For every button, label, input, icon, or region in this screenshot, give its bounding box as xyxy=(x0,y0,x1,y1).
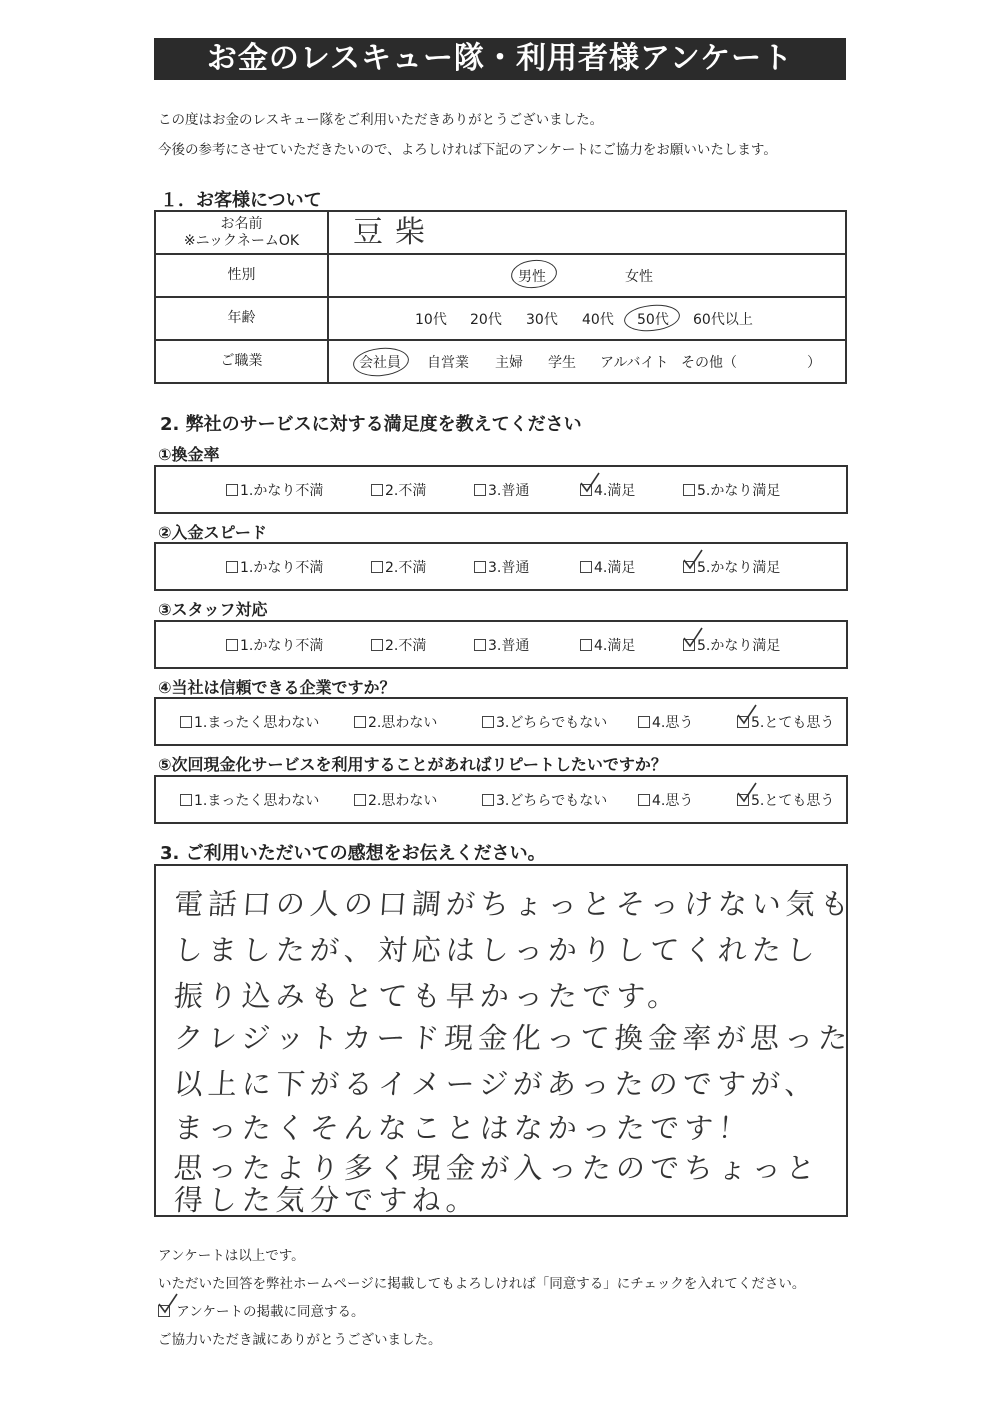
rating-option[interactable] xyxy=(474,557,529,577)
occupation-options xyxy=(328,340,846,383)
comment-box[interactable] xyxy=(154,864,856,1217)
name-label-cell xyxy=(155,211,328,254)
rating-checkbox[interactable] xyxy=(580,639,592,651)
question-title: ③スタッフ対応 xyxy=(158,600,268,619)
rating-option[interactable] xyxy=(371,480,426,500)
rating-checkbox[interactable] xyxy=(180,794,192,806)
rating-option-label: 4.思う xyxy=(652,715,694,731)
rating-option[interactable] xyxy=(737,790,834,810)
question-title: ⑤次回現金化サービスを利用することがあればリピートしたいですか？ xyxy=(158,755,667,774)
rating-option-label: 2.不満 xyxy=(385,483,427,499)
rating-option-label: 4.満足 xyxy=(594,483,636,499)
rating-checkbox[interactable] xyxy=(737,794,749,806)
rating-checkbox[interactable] xyxy=(226,639,238,651)
name-row xyxy=(155,211,846,254)
intro-text-2: 今後の参考にさせていただきたいので、よろしければ下記のアンケートにご協力をお願いいたします。 xyxy=(158,142,777,158)
rating-checkbox[interactable] xyxy=(371,639,383,651)
check-mark-icon xyxy=(682,548,706,572)
rating-option-label: 4.満足 xyxy=(594,638,636,654)
gender-option-male[interactable]: 男性 xyxy=(518,268,546,285)
age-option-20s[interactable]: 20代 xyxy=(470,311,502,328)
selected-gender-circle xyxy=(510,258,559,291)
question-title: ②入金スピード xyxy=(158,523,267,542)
gender-option-female[interactable]: 女性 xyxy=(625,268,653,285)
occupation-row xyxy=(155,340,846,383)
job-option-homemaker[interactable]: 主婦 xyxy=(495,354,523,371)
rating-options-box xyxy=(154,542,848,591)
rating-option[interactable] xyxy=(482,712,607,732)
rating-checkbox[interactable] xyxy=(226,484,238,496)
check-mark-icon xyxy=(736,703,760,727)
rating-checkbox[interactable] xyxy=(737,716,749,728)
comment-line: まったくそんなことはなかったです！ xyxy=(172,1111,754,1145)
selected-age-circle xyxy=(623,302,681,334)
name-value: 豆柴 xyxy=(353,215,437,250)
rating-option[interactable] xyxy=(226,557,323,577)
rating-checkbox[interactable] xyxy=(371,561,383,573)
occupation-label: ご職業 xyxy=(155,340,328,383)
rating-checkbox[interactable] xyxy=(354,716,366,728)
rating-option[interactable] xyxy=(638,790,693,810)
check-mark-icon xyxy=(736,781,760,805)
age-option-30s[interactable]: 30代 xyxy=(526,311,558,328)
rating-option-label: 4.思う xyxy=(652,793,694,809)
comment-line: クレジットカード現金化って換金率が思った xyxy=(172,1021,854,1055)
check-mark-icon xyxy=(157,1292,181,1316)
rating-option[interactable] xyxy=(474,480,529,500)
age-options xyxy=(328,297,846,340)
check-mark-icon xyxy=(579,471,603,495)
rating-option[interactable] xyxy=(580,635,635,655)
name-field[interactable] xyxy=(328,211,846,254)
comment-line: 以上に下がるイメージがあったのですが、 xyxy=(172,1067,820,1101)
comment-line: しましたが、対応はしっかりしてくれたし xyxy=(172,933,822,967)
footer-consent-text: いただいた回答を弊社ホームページに掲載してもよろしければ「同意する」にチェックを入れてください。 xyxy=(158,1276,806,1292)
customer-info-table xyxy=(154,210,847,384)
rating-checkbox[interactable] xyxy=(371,484,383,496)
rating-options-box xyxy=(154,775,848,824)
rating-checkbox[interactable] xyxy=(226,561,238,573)
gender-options xyxy=(328,254,846,297)
question-title: ①換金率 xyxy=(158,445,220,464)
name-label: お名前 xyxy=(220,215,263,232)
rating-option[interactable] xyxy=(638,712,693,732)
check-mark-icon xyxy=(682,626,706,650)
rating-option[interactable] xyxy=(737,712,834,732)
rating-option[interactable] xyxy=(371,635,426,655)
job-option-self-employed[interactable]: 自営業 xyxy=(427,354,469,371)
comment-line: 得した気分ですね。 xyxy=(172,1183,482,1217)
rating-option-label: 5.とても思う xyxy=(751,715,835,731)
rating-option-label: 4.満足 xyxy=(594,560,636,576)
rating-option-label: 1.まったく思わない xyxy=(194,793,320,809)
comment-line: 思ったより多く現金が入ったのでちょっと xyxy=(172,1151,822,1185)
rating-checkbox[interactable] xyxy=(354,794,366,806)
rating-options-box xyxy=(154,465,848,514)
rating-option-label: 5.かなり満足 xyxy=(697,560,781,576)
consent-row xyxy=(158,1300,365,1320)
rating-checkbox[interactable] xyxy=(638,794,650,806)
rating-checkbox[interactable] xyxy=(683,561,695,573)
rating-option-label: 5.かなり満足 xyxy=(697,483,781,499)
rating-option-label: 3.普通 xyxy=(488,483,530,499)
gender-row xyxy=(155,254,846,297)
age-option-10s[interactable]: 10代 xyxy=(415,311,447,328)
rating-option-label: 2.思わない xyxy=(368,715,438,731)
rating-option-label: 3.普通 xyxy=(488,638,530,654)
rating-option[interactable] xyxy=(580,480,635,500)
rating-checkbox[interactable] xyxy=(482,794,494,806)
section-2-heading: 2. 弊社のサービスに対する満足度を教えてください xyxy=(160,414,582,435)
rating-option[interactable] xyxy=(683,557,780,577)
rating-option-label: 1.かなり不満 xyxy=(240,483,324,499)
comment-line: 電話口の人の口調がちょっとそっけない気も xyxy=(172,887,856,921)
rating-checkbox[interactable] xyxy=(474,639,486,651)
rating-option[interactable] xyxy=(371,557,426,577)
rating-option[interactable] xyxy=(580,557,635,577)
rating-option-label: 1.まったく思わない xyxy=(194,715,320,731)
rating-option[interactable] xyxy=(226,480,323,500)
rating-checkbox[interactable] xyxy=(683,639,695,651)
rating-checkbox[interactable] xyxy=(580,561,592,573)
selected-job-circle xyxy=(352,345,411,379)
age-label: 年齢 xyxy=(155,297,328,340)
rating-option[interactable] xyxy=(474,635,529,655)
rating-checkbox[interactable] xyxy=(474,561,486,573)
rating-option[interactable] xyxy=(482,790,607,810)
rating-checkbox[interactable] xyxy=(638,716,650,728)
rating-option-label: 2.思わない xyxy=(368,793,438,809)
page-title: お金のレスキュー隊・利用者様アンケート xyxy=(154,38,846,80)
job-option-other[interactable]: その他（ ） xyxy=(681,354,821,371)
section-1-heading: １．お客様について xyxy=(160,190,322,211)
rating-option-label: 2.不満 xyxy=(385,638,427,654)
rating-checkbox[interactable] xyxy=(683,484,695,496)
consent-checkbox[interactable] xyxy=(158,1305,170,1317)
age-option-60s-plus[interactable]: 60代以上 xyxy=(693,311,753,328)
comment-line: 振り込みもとても早かったです。 xyxy=(172,979,683,1013)
rating-options-box xyxy=(154,620,848,669)
age-option-50s[interactable]: 50代 xyxy=(637,311,669,328)
question-title: ④当社は信頼できる企業ですか？ xyxy=(158,678,396,697)
rating-option[interactable] xyxy=(683,635,780,655)
section-3-heading: 3. ご利用いただいての感想をお伝えください。 xyxy=(160,843,546,864)
footer-thanks: ご協力いただき誠にありがとうございました。 xyxy=(158,1332,442,1348)
rating-option[interactable] xyxy=(226,635,323,655)
rating-option-label: 3.どちらでもない xyxy=(496,715,608,731)
rating-option-label: 1.かなり不満 xyxy=(240,560,324,576)
rating-checkbox[interactable] xyxy=(180,716,192,728)
footer-end-text: アンケートは以上です。 xyxy=(158,1248,305,1264)
intro-text-1: この度はお金のレスキュー隊をご利用いただきありがとうございました。 xyxy=(158,112,604,128)
rating-checkbox[interactable] xyxy=(482,716,494,728)
gender-label: 性別 xyxy=(155,254,328,297)
rating-option-label: 5.かなり満足 xyxy=(697,638,781,654)
rating-checkbox[interactable] xyxy=(474,484,486,496)
rating-options-box xyxy=(154,697,848,746)
rating-option[interactable] xyxy=(180,712,319,732)
consent-label: アンケートの掲載に同意する。 xyxy=(176,1304,365,1320)
rating-option-label: 2.不満 xyxy=(385,560,427,576)
rating-option-label: 3.どちらでもない xyxy=(496,793,608,809)
rating-option-label: 3.普通 xyxy=(488,560,530,576)
rating-option[interactable] xyxy=(180,790,319,810)
rating-checkbox[interactable] xyxy=(580,484,592,496)
job-option-part-time[interactable]: アルバイト xyxy=(600,354,669,371)
rating-option-label: 5.とても思う xyxy=(751,793,835,809)
job-option-student[interactable]: 学生 xyxy=(548,354,576,371)
rating-option[interactable] xyxy=(354,790,437,810)
nickname-note: ※ニックネームOK xyxy=(183,232,300,249)
rating-option-label: 1.かなり不満 xyxy=(240,638,324,654)
age-option-40s[interactable]: 40代 xyxy=(582,311,614,328)
age-row xyxy=(155,297,846,340)
rating-option[interactable] xyxy=(683,480,780,500)
rating-option[interactable] xyxy=(354,712,437,732)
job-option-employee[interactable]: 会社員 xyxy=(359,354,401,371)
